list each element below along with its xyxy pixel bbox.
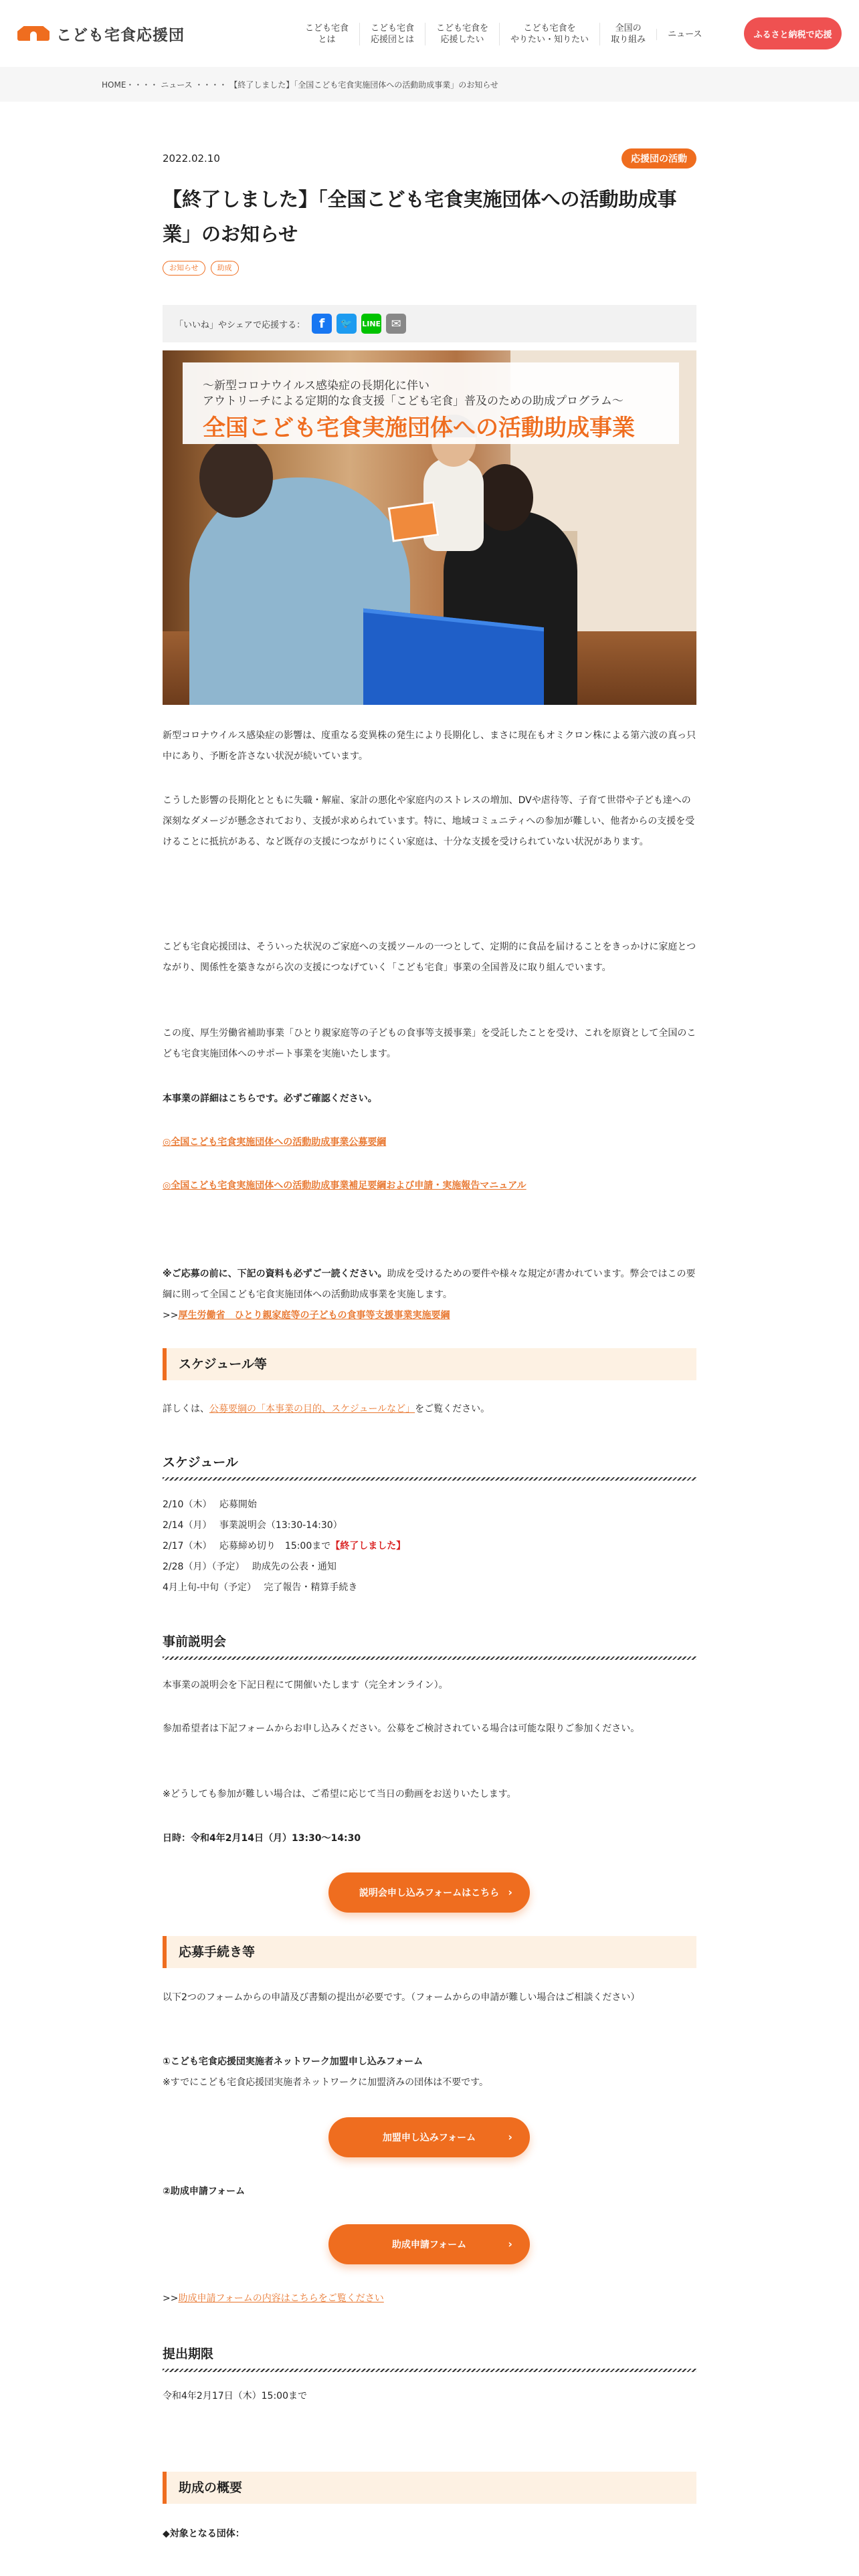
breadcrumb[interactable]: HOME・・・・ ニュース ・・・・ 【終了しました】「全国こども宅食実施団体への活動助成事業」のお知らせ	[102, 80, 498, 90]
nav-item-about-ouendan[interactable]: こども宅食 応援団とは	[359, 23, 425, 45]
body-paragraph-1: 新型コロナウイルス感染症の影響は、度重なる変異株の発生により長期化し、まさに現在もオミクロン株による第六波の真っ只中にあり、予断を許さない状況が続いています。	[163, 730, 696, 762]
schedule-intro: 詳しくは、公募要綱の「本事業の目的、スケジュールなど」をご覧ください。	[163, 1404, 490, 1414]
target-heading: ◆対象となる団体：	[163, 2529, 245, 2539]
grant-form-detail-link[interactable]: 助成申請フォームの内容はこちらをご覧ください	[178, 2293, 384, 2304]
schedule-item: 2/10（木） 応募開始	[163, 1499, 257, 1510]
schedule-item: 2/17（木） 応募締め切り 15:00まで【終了しました】	[163, 1541, 406, 1551]
briefing-signup-button[interactable]: 説明会申し込みフォームはこちら ›	[328, 1872, 530, 1913]
body-paragraph-4: この度、厚生労働省補助事業「ひとり親家庭等の子どもの食事等支援事業」を受託したことを受け、これを原資として全国のこども宅食実施団体へのサポート事業を実施いたします。	[163, 1028, 696, 1059]
facebook-icon[interactable]: f	[312, 314, 332, 334]
hero-title: 全国こども宅食実施団体への活動助成事業	[203, 415, 635, 441]
briefing-text-3: ※どうしても参加が難しい場合は、ご希望に応じて当日の動画をお送りいたします。	[163, 1789, 516, 1800]
guideline-link-row-1: ◎全国こども宅食実施団体への活動助成事業公募要綱	[163, 1137, 387, 1148]
form2-detail-row: >>助成申請フォームの内容はこちらをご覧ください	[163, 2293, 384, 2304]
tag-list	[163, 261, 696, 276]
subheading-briefing: 事前説明会	[163, 1634, 227, 1649]
guideline-link[interactable]: 全国こども宅食実施団体への活動助成事業公募要綱	[171, 1137, 387, 1148]
nav-item-nationwide[interactable]: 全国の 取り組み	[599, 23, 656, 45]
article-title: 【終了しました】「全国こども宅食実施団体への活動助成事業」のお知らせ	[163, 188, 677, 245]
prerequisite-note: ※ご応募の前に、下記の資料も必ずご一読ください。助成を受けるための要件や様々な規定が書かれています。弊会ではこの要綱に則って全国こども宅食実施団体への活動助成事業を実施します。 >>厚生労働省 ひとり親家庭等の子どもの食事等支援事業実施要綱	[163, 1269, 696, 1321]
subheading-deadline: 提出期限	[163, 2347, 214, 2361]
nav-item-support[interactable]: こども宅食を 応援したい	[425, 23, 499, 45]
schedule-detail-link[interactable]: 公募要綱の「本事業の目的、スケジュールなど」	[209, 1404, 415, 1414]
application-intro: 以下2つのフォームからの申請及び書類の提出が必要です。（フォームからの申請が難しい場合はご相談ください）	[163, 1992, 640, 2003]
body-paragraph-2: こうした影響の長期化とともに失職・解雇、家計の悪化や家庭内のストレスの増加、DVや虐待等、子育て世帯や子ども達への深刻なダメージが懸念されており、支援が求められています。特に、地域コミュニティへの参加が難しい、他者からの支援を受けることに抵抗がある、など既存の支援につながりにくい家庭は、十分な支援を受けられていない状況があります。	[163, 795, 695, 847]
chevron-right-icon: ›	[508, 2131, 512, 2143]
global-nav	[294, 20, 712, 48]
supplement-manual-link[interactable]: 全国こども宅食実施団体への活動助成事業補足要綱および申請・実施報告マニュアル	[171, 1180, 527, 1191]
schedule-list	[163, 1495, 696, 1598]
twitter-icon[interactable]: 🐦	[337, 314, 357, 334]
nav-item-news[interactable]: ニュース	[656, 29, 712, 40]
membership-form-button[interactable]: 加盟申し込みフォーム ›	[328, 2117, 530, 2157]
briefing-text-1: 本事業の説明会を下記日程にて開催いたします（完全オンライン）。	[163, 1680, 448, 1691]
form2-title: ②助成申請フォーム	[163, 2186, 246, 2197]
hero-subtitle-2: アウトリーチによる定期的な食支援「こども宅食」普及のための助成プログラム〜	[203, 395, 624, 408]
briefing-date: 日時：令和4年2月14日（月）13:30〜14:30	[163, 1833, 361, 1844]
site-logo[interactable]	[17, 23, 185, 44]
schedule-item: 2/28（月）（予定） 助成先の公表・通知	[163, 1562, 337, 1572]
chevron-right-icon: ›	[508, 1886, 512, 1899]
subheading-schedule: スケジュール	[163, 1455, 238, 1470]
tag-oshirase[interactable]: お知らせ	[163, 261, 205, 276]
category-badge[interactable]: 応援団の活動	[622, 148, 696, 169]
grant-application-button[interactable]: 助成申請フォーム ›	[328, 2224, 530, 2264]
share-bar	[163, 305, 696, 342]
mhlw-guideline-link[interactable]: 厚生労働省 ひとり親家庭等の子どもの食事等支援事業実施要綱	[178, 1310, 450, 1321]
hero-subtitle-1: 〜新型コロナウイルス感染症の長期化に伴い	[203, 379, 430, 393]
article-header	[163, 148, 696, 705]
site-header	[0, 0, 859, 67]
tag-josei[interactable]: 助成	[211, 261, 239, 276]
guideline-link-row-2: ◎全国こども宅食実施団体への活動助成事業補足要綱および申請・実施報告マニュアル	[163, 1180, 527, 1191]
briefing-text-2: 参加希望者は下記フォームからお申し込みください。公募をご検討されている場合は可能な限りご参加ください。	[163, 1723, 640, 1734]
form1-note: ※すでにこども宅食応援団実施者ネットワークに加盟済みの団体は不要です。	[163, 2077, 489, 2088]
line-icon[interactable]: LINE	[361, 314, 381, 334]
furusato-donation-button[interactable]: ふるさと納税で応援	[744, 17, 842, 49]
section-heading-overview: 助成の概要	[163, 2472, 696, 2504]
chevron-right-icon: ›	[508, 2238, 512, 2250]
email-icon[interactable]: ✉	[386, 314, 406, 334]
house-logo-icon	[17, 26, 50, 41]
section-heading-application: 応募手続き等	[163, 1936, 696, 1968]
logo-text: こども宅食応援団	[56, 26, 185, 44]
hero-banner	[183, 362, 679, 444]
schedule-item: 2/14（月） 事業説明会（13:30-14:30）	[163, 1520, 343, 1531]
share-label: 「いいね」やシェアで応援する：	[175, 320, 306, 330]
article-date: 2022.02.10	[163, 152, 220, 165]
detail-heading: 本事業の詳細はこちらです。必ずご確認ください。	[163, 1093, 377, 1104]
section-heading-schedule: スケジュール等	[163, 1348, 696, 1380]
nav-item-about-takushoku[interactable]: こども宅食 とは	[305, 23, 349, 45]
body-paragraph-3: こども宅食応援団は、そういった状況のご家庭への支援ツールの一つとして、定期的に食品を届けることをきっかけに家庭とつながり、関係性を築きながら次の支援につなげていく「こども宅食」事業の全国普及に取り組んでいます。	[163, 942, 696, 973]
hero-image	[163, 350, 696, 705]
form1-title: ①こども宅食応援団実施者ネットワーク加盟申し込みフォーム	[163, 2056, 423, 2067]
nav-item-start[interactable]: こども宅食を やりたい・知りたい	[499, 23, 599, 45]
schedule-item: 4月上旬-中旬（予定） 完了報告・精算手続き	[163, 1582, 358, 1593]
deadline-text: 令和4年2月17日（木）15:00まで	[163, 2391, 307, 2401]
